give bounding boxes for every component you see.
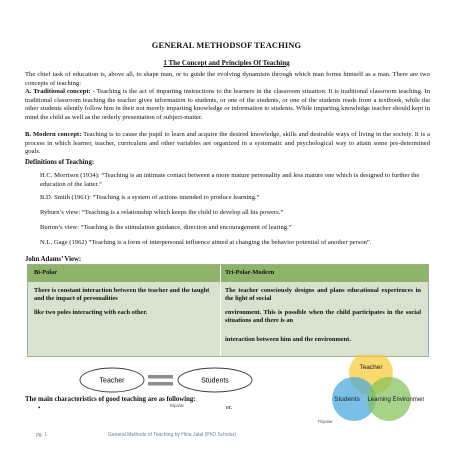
characteristics-heading: The main characteristics of good teaching are as following:	[25, 396, 196, 403]
table-header-bipolar: Bi-Polar	[34, 269, 58, 276]
document-title: GENERAL METHODSOF TEACHING	[151, 40, 302, 50]
bipolar-students-label: Students	[201, 377, 229, 385]
definition-burton: Burton’s view: “Teaching is the stimulation guidance, direction and encouragement of learing.”	[40, 224, 292, 231]
equals-bar-top	[148, 375, 173, 379]
definition-ryburn: Ryburn’s view: “Teaching is a relationship which keeps the child to develop all his powers.”	[40, 209, 284, 216]
definition-gage: N.L. Gage (1962) “Teaching is a form of interpersonal influence aimed at changing the behavior potential of another person”.	[40, 239, 372, 246]
table-cell-bipolar-line1: There is constant interaction between the teacher and the taught and the impact of personalities	[34, 287, 210, 303]
table-cell-bipolar-line2: like two poles interacting with each other.	[34, 309, 148, 316]
traditional-concept-paragraph	[25, 88, 430, 122]
definition-smith: B.D. Smith (1961): “Teaching is a system of actions intended to produce learning.”	[40, 194, 260, 201]
modern-concept-paragraph	[25, 131, 430, 157]
tripolar-venn-diagram	[317, 355, 424, 424]
section-heading: 1 The Concept and Principles Of Teaching	[163, 59, 290, 67]
intro-paragraph: The chief task of education is, above all, to shape man, or to guide the evolving dynamism through which man forms himself as a man. There are two concepts of teaching:	[25, 71, 430, 87]
table-cell-tripolar-line2: environment. This is possible when the child participates in the social situations and there is an	[225, 309, 421, 325]
bullet-text-fragment: er.	[226, 404, 233, 411]
venn-environment-label: Learning Environmen	[367, 397, 425, 403]
traditional-concept-label: A. Traditional concept: -	[25, 88, 95, 95]
footer-page-number: pg. 1	[36, 432, 48, 438]
equals-bar-bottom	[148, 382, 173, 386]
teaching-models-diagram	[0, 355, 453, 430]
traditional-concept-text: Teaching is the act of imparting instructions to the learners in the classroom situation. It is traditional classroom teaching. In traditional classroom teaching the teacher gives information to students, or one of the students, or one of the students reads from a textbook, while the other students silently follow him in their not merely imparting knowledge or information to students. While imparting knowledge teacher should kept in mind the child as well as the orderly presentation of subject-matter.	[25, 88, 430, 121]
definitions-heading: Definitions of Teaching:	[25, 159, 95, 166]
footer-text: General Methods of Teaching by Hina Jalal (PhD Scholar)	[108, 432, 237, 438]
table-cell-tripolar-line3: interaction between him and the environment.	[225, 336, 351, 343]
modern-concept-text: Teaching is to cause the pupil to learn and acquire the desired knowledge, skills and desirable ways of living in the society. It is a process in which learner, teacher, curriculum and other variables are organized in a systematic and psychological way to attain some pre-determined goals.	[25, 131, 430, 156]
table-header-tripolar: Tri-Polar-Modern	[225, 269, 275, 276]
adams-view-heading: John Adams’ View:	[25, 256, 82, 263]
venn-teacher-label: Teacher	[359, 364, 383, 371]
modern-concept-label: B. Modern concept:	[25, 131, 82, 138]
table-cell-tripolar-line1: The teacher consciously designs and plans educational experiences in the light of social	[225, 287, 421, 303]
tripolar-caption: Tripolar	[317, 419, 333, 424]
table-column-divider	[220, 265, 221, 356]
venn-students-label: Students	[334, 396, 360, 403]
bullet-marker: •	[38, 404, 41, 412]
comparison-table	[27, 264, 429, 357]
bipolar-caption: Bipolar	[169, 403, 185, 408]
bipolar-teacher-label: Teacher	[99, 377, 125, 385]
definition-morrison: H.C. Morrison (1934): “Teaching is an intimate contact between a more mature personality and less mature one which is designed to further the education of the latter.”	[40, 172, 420, 188]
